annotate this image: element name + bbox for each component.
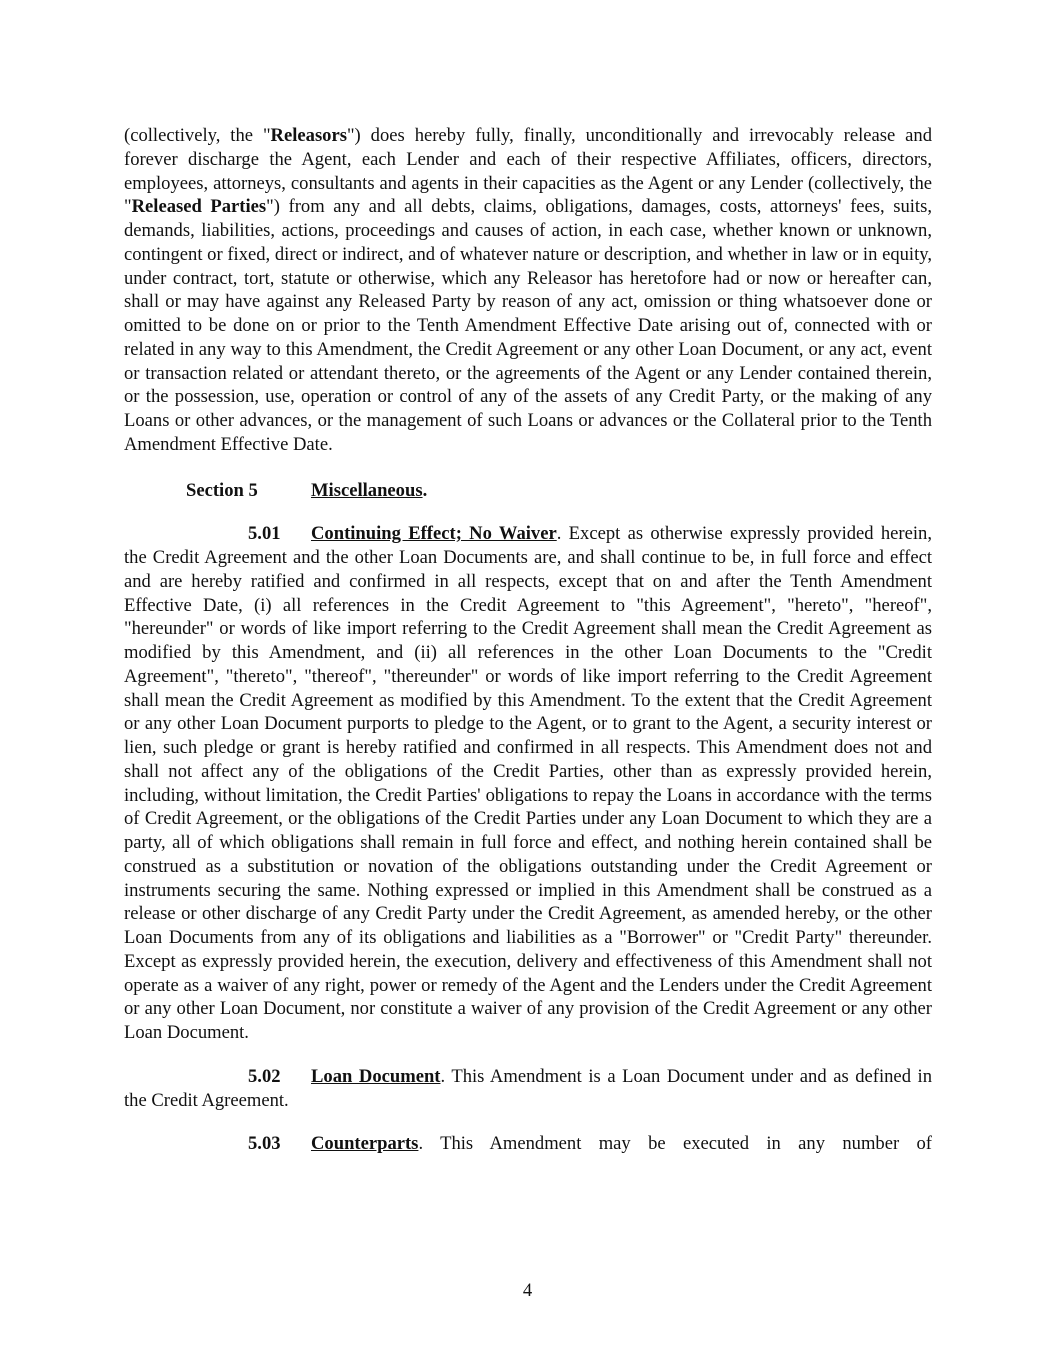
release-text-3: ") from any and all debts, claims, obligations, damages, costs, attorneys' fees, suits, demands, liabilities, actions, proceedings and causes of action, in each case, whether known or unknown, contingent or fixed, direct or indirect, and of whatever nature or description, and whether in law or in equity, under contract, tort, statute or otherwise, which any Releasor has heretofore had or now or hereafter can, shall or may have against any Released Party by reason of any act, omission or thing whatsoever done or omitted to be done on or prior to the Tenth Amendment Effective Date arising out of, connected with or related in any way to this Amendment, the Credit Agreement or any other Loan Document, or any act, event or transaction related or attendant thereto, or the agreements of the Agent or any Lender contained therein, or the possession, use, operation or control of any of the assets of any Credit Party, or the making of any Loans or other advances, or the management of such Loans or advances or the Collateral prior to the Tenth Amendment Effective Date. bbox=[124, 196, 932, 455]
section-period: . bbox=[422, 479, 428, 501]
release-paragraph bbox=[124, 124, 932, 457]
item-number: 5.01 bbox=[248, 523, 281, 545]
paragraph-5-03 bbox=[124, 1132, 932, 1156]
paragraph-5-01 bbox=[124, 522, 932, 1045]
item-body: . This Amendment is a Loan Document under and as defined in the Credit Agreement. bbox=[124, 1065, 933, 1111]
released-parties-term: Released Parties bbox=[131, 196, 267, 218]
document-body bbox=[124, 124, 932, 1156]
item-title: Continuing Effect; No Waiver bbox=[311, 523, 557, 545]
release-text-1: (collectively, the " bbox=[124, 125, 271, 146]
release-text-2: ") does hereby fully, finally, unconditionally and irrevocably release and forever discharge the Agent, each Lender and each of their respective Affiliates, officers, directors, employees, attorneys, consultants and agents in their capacities as the Agent or any Lender (collectively, the " bbox=[124, 125, 933, 218]
item-body: . This Amendment may be executed in any number of bbox=[418, 1133, 932, 1155]
section-number: Section 5 bbox=[186, 479, 258, 501]
item-body: . Except as otherwise expressly provided herein, the Credit Agreement and the other Loan Documents are, and shall continue to be, in full force and effect and are hereby ratified and confirmed in all respects, except that on and after the Tenth Amendment Effective Date, (i) all references in the Credit Agreement to "this Agreement", "hereto", "hereof", "hereunder" or words of like import referring to the Credit Agreement shall mean the Credit Agreement as modified by this Amendment, and (ii) all references in the other Loan Documents to the "Credit Agreement", "thereto", "thereof", "thereunder" or words of like import referring to the Credit Agreement shall mean the Credit Agreement as modified by this Amendment. To the extent that the Credit Agreement or any other Loan Document purports to pledge to the Agent, or to grant to the Agent, a security interest or lien, such pledge or grant is hereby ratified and confirmed in all respects. This Amendment does not and shall not affect any of the obligations of the Credit Parties, other than as expressly provided herein, including, without limitation, the Credit Parties' obligations to repay the Loans in accordance with the terms of Credit Agreement, or the obligations of the Credit Parties under any Loan Document to which they are a party, all of which obligations shall remain in full force and effect, and nothing herein contained shall be construed as a substitution or novation of the obligations outstanding under the Credit Agreement or instruments securing the same. Nothing expressed or implied in this Amendment shall be construed as a release or other discharge of any Credit Party under the Credit Agreement, as amended hereby, or the other Loan Documents from any of its obligations and liabilities as a "Borrower" or "Credit Party" thereunder. Except as expressly provided herein, the execution, delivery and effectiveness of this Amendment shall not operate as a waiver of any right, power or remedy of the Agent and the Lenders under the Credit Agreement or any other Loan Document, nor constitute a waiver of any provision of the Credit Agreement or any other Loan Document. bbox=[124, 523, 932, 1043]
paragraph-5-02 bbox=[124, 1065, 932, 1113]
releasors-term: Releasors bbox=[270, 125, 347, 146]
item-number: 5.02 bbox=[248, 1065, 281, 1087]
item-title: Loan Document bbox=[311, 1065, 441, 1087]
section-heading bbox=[186, 479, 932, 503]
page-number: 4 bbox=[522, 1280, 533, 1301]
item-number: 5.03 bbox=[248, 1133, 281, 1155]
item-title: Counterparts bbox=[311, 1133, 419, 1155]
section-title: Miscellaneous bbox=[311, 479, 423, 501]
